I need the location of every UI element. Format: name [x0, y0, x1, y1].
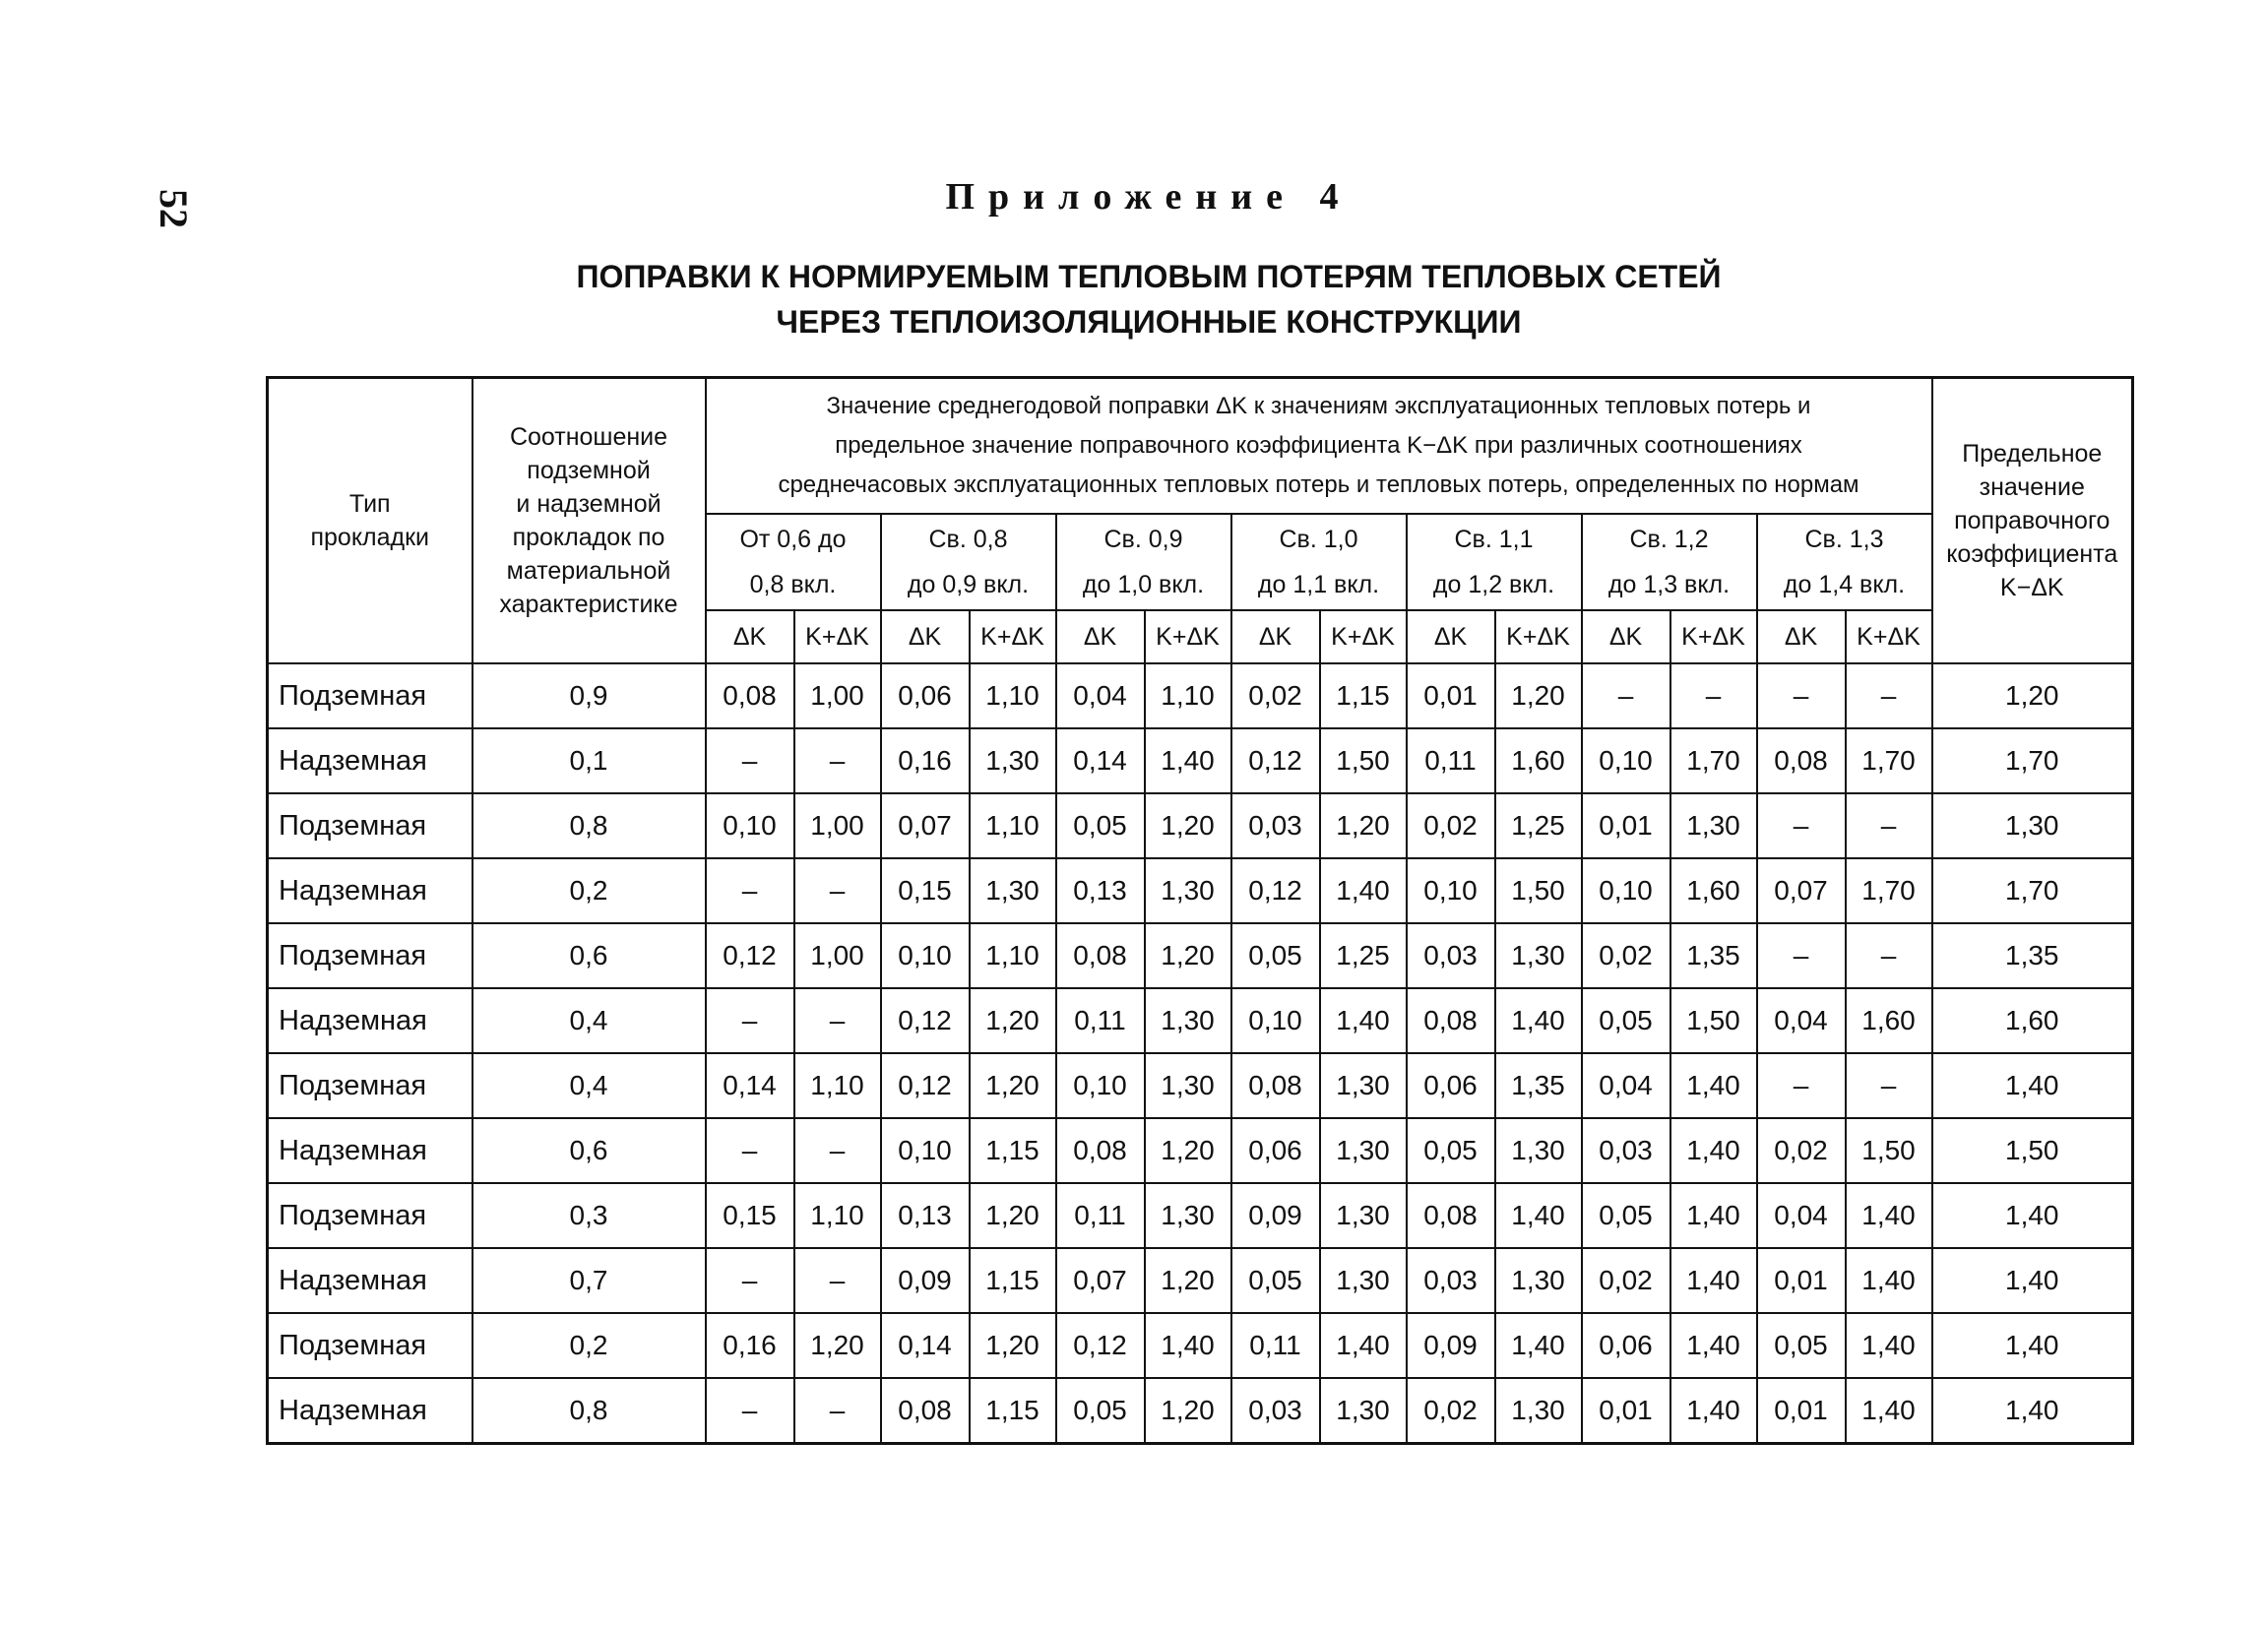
cell-k-plus-delta-k: –: [1846, 663, 1932, 728]
cell-delta-k: –: [1757, 663, 1846, 728]
cell-ratio: 0,1: [472, 728, 706, 793]
cell-delta-k: 0,06: [1231, 1118, 1320, 1183]
cell-k-plus-delta-k: –: [1846, 1053, 1932, 1118]
cell-k-plus-delta-k: 1,40: [1670, 1118, 1757, 1183]
range-header-line-2: до 1,3 вкл.: [1607, 571, 1731, 598]
cell-limit-coefficient: 1,50: [1932, 1118, 2133, 1183]
cell-k-plus-delta-k: 1,70: [1846, 728, 1932, 793]
cell-k-plus-delta-k: –: [1670, 663, 1757, 728]
cell-ratio: 0,2: [472, 1313, 706, 1378]
table-row: [268, 728, 2133, 793]
cell-limit-coefficient: 1,20: [1932, 663, 2133, 728]
cell-laying-type: Подземная: [268, 923, 472, 988]
cell-k-plus-delta-k: 1,10: [970, 663, 1056, 728]
cell-k-plus-delta-k: –: [794, 1248, 881, 1313]
cell-k-plus-delta-k: 1,10: [970, 923, 1056, 988]
cell-k-plus-delta-k: 1,25: [1320, 923, 1407, 988]
subheader-delta-k: ΔK: [1056, 610, 1145, 663]
cell-delta-k: 0,10: [1582, 728, 1670, 793]
header-main-line: предельное значение поправочного коэффициента K−ΔK при различных соотношениях: [835, 432, 1802, 459]
header-ratio-line: и надземной: [516, 490, 662, 518]
table-row: [268, 1378, 2133, 1444]
cell-k-plus-delta-k: 1,60: [1846, 988, 1932, 1053]
header-main-line: среднечасовых эксплуатационных тепловых потерь и тепловых потерь, определенных по нормам: [778, 471, 1859, 498]
cell-k-plus-delta-k: 1,70: [1846, 858, 1932, 923]
cell-delta-k: 0,02: [1231, 663, 1320, 728]
cell-k-plus-delta-k: 1,20: [970, 988, 1056, 1053]
cell-delta-k: –: [706, 858, 794, 923]
subheader-delta-k: ΔK: [1582, 610, 1670, 663]
cell-k-plus-delta-k: 1,20: [794, 1313, 881, 1378]
table-row: [268, 1313, 2133, 1378]
cell-delta-k: 0,16: [706, 1313, 794, 1378]
cell-k-plus-delta-k: 1,30: [1495, 923, 1582, 988]
cell-k-plus-delta-k: 1,10: [794, 1183, 881, 1248]
range-header-line-1: От 0,6 до: [739, 526, 847, 553]
range-header-line-1: Св. 1,1: [1454, 526, 1534, 553]
cell-k-plus-delta-k: 1,30: [1145, 1053, 1231, 1118]
range-header: [1231, 514, 1407, 610]
cell-k-plus-delta-k: 1,40: [1495, 1183, 1582, 1248]
cell-delta-k: 0,02: [1757, 1118, 1846, 1183]
title-line-1: ПОПРАВКИ К НОРМИРУЕМЫМ ТЕПЛОВЫМ ПОТЕРЯМ ТЕПЛОВЫХ СЕТЕЙ: [576, 259, 1722, 294]
cell-k-plus-delta-k: 1,20: [970, 1183, 1056, 1248]
cell-delta-k: 0,15: [881, 858, 970, 923]
cell-delta-k: 0,09: [1231, 1183, 1320, 1248]
document-title: [0, 254, 2268, 344]
title-line-2: ЧЕРЕЗ ТЕПЛОИЗОЛЯЦИОННЫЕ КОНСТРУКЦИИ: [776, 304, 1522, 340]
cell-delta-k: 0,11: [1407, 728, 1495, 793]
cell-delta-k: 0,05: [1582, 988, 1670, 1053]
cell-laying-type: Надземная: [268, 728, 472, 793]
cell-k-plus-delta-k: –: [1846, 923, 1932, 988]
cell-delta-k: 0,05: [1582, 1183, 1670, 1248]
cell-delta-k: 0,08: [1407, 1183, 1495, 1248]
cell-k-plus-delta-k: –: [794, 988, 881, 1053]
range-header-line-1: Св. 0,8: [928, 526, 1008, 553]
cell-ratio: 0,8: [472, 793, 706, 858]
cell-delta-k: 0,03: [1582, 1118, 1670, 1183]
cell-k-plus-delta-k: 1,10: [970, 793, 1056, 858]
header-correction-values: [706, 378, 1932, 515]
header-main-line: Значение среднегодовой поправки ΔK к значениям эксплуатационных тепловых потерь и: [826, 393, 1811, 419]
cell-k-plus-delta-k: 1,40: [1320, 858, 1407, 923]
cell-delta-k: 0,05: [1407, 1118, 1495, 1183]
cell-laying-type: Надземная: [268, 1248, 472, 1313]
cell-k-plus-delta-k: 1,30: [1145, 988, 1231, 1053]
cell-ratio: 0,9: [472, 663, 706, 728]
cell-delta-k: 0,12: [706, 923, 794, 988]
cell-k-plus-delta-k: –: [1846, 793, 1932, 858]
cell-k-plus-delta-k: 1,20: [1145, 1248, 1231, 1313]
header-ratio-line: подземной: [527, 457, 651, 484]
range-header-line-2: до 0,9 вкл.: [907, 571, 1030, 598]
header-limit-line: Предельное: [1962, 440, 2103, 468]
cell-k-plus-delta-k: 1,25: [1495, 793, 1582, 858]
cell-delta-k: 0,07: [1757, 858, 1846, 923]
cell-limit-coefficient: 1,40: [1932, 1313, 2133, 1378]
cell-delta-k: 0,02: [1407, 793, 1495, 858]
cell-delta-k: 0,13: [881, 1183, 970, 1248]
cell-k-plus-delta-k: 1,40: [1670, 1183, 1757, 1248]
subheader-delta-k: ΔK: [881, 610, 970, 663]
header-ratio-line: Соотношение: [509, 423, 668, 451]
range-header: [1407, 514, 1582, 610]
cell-k-plus-delta-k: 1,20: [970, 1053, 1056, 1118]
subheader-k-plus-delta-k: K+ΔK: [1670, 610, 1757, 663]
cell-k-plus-delta-k: 1,30: [1320, 1248, 1407, 1313]
range-header-line-1: Св. 1,0: [1279, 526, 1358, 553]
subheader-k-plus-delta-k: K+ΔK: [1495, 610, 1582, 663]
subheader-k-plus-delta-k: K+ΔK: [794, 610, 881, 663]
header-ratio-line: характеристике: [499, 591, 678, 618]
cell-delta-k: 0,06: [1407, 1053, 1495, 1118]
cell-delta-k: 0,08: [1056, 1118, 1145, 1183]
page-number: 52: [152, 189, 196, 228]
cell-k-plus-delta-k: 1,50: [1670, 988, 1757, 1053]
cell-laying-type: Подземная: [268, 1053, 472, 1118]
cell-delta-k: 0,10: [881, 923, 970, 988]
cell-k-plus-delta-k: 1,50: [1495, 858, 1582, 923]
range-header-line-1: Св. 1,2: [1629, 526, 1709, 553]
cell-delta-k: 0,11: [1231, 1313, 1320, 1378]
cell-k-plus-delta-k: 1,30: [1670, 793, 1757, 858]
table-body: [268, 663, 2133, 1444]
cell-delta-k: 0,12: [1231, 728, 1320, 793]
table-row: [268, 923, 2133, 988]
cell-k-plus-delta-k: 1,10: [794, 1053, 881, 1118]
cell-k-plus-delta-k: 1,40: [1320, 988, 1407, 1053]
cell-k-plus-delta-k: 1,20: [1145, 1118, 1231, 1183]
range-header-line-2: 0,8 вкл.: [749, 571, 837, 598]
cell-delta-k: 0,09: [881, 1248, 970, 1313]
cell-delta-k: 0,06: [1582, 1313, 1670, 1378]
cell-k-plus-delta-k: 1,40: [1670, 1313, 1757, 1378]
cell-k-plus-delta-k: –: [794, 858, 881, 923]
cell-k-plus-delta-k: –: [794, 1378, 881, 1444]
subheader-delta-k: ΔK: [1231, 610, 1320, 663]
cell-delta-k: –: [706, 1248, 794, 1313]
cell-delta-k: 0,14: [1056, 728, 1145, 793]
cell-delta-k: 0,03: [1231, 1378, 1320, 1444]
cell-delta-k: 0,01: [1407, 663, 1495, 728]
cell-k-plus-delta-k: 1,40: [1670, 1248, 1757, 1313]
cell-delta-k: 0,04: [1757, 1183, 1846, 1248]
cell-delta-k: 0,10: [1231, 988, 1320, 1053]
cell-k-plus-delta-k: 1,30: [1495, 1248, 1582, 1313]
cell-delta-k: 0,09: [1407, 1313, 1495, 1378]
range-header: [1582, 514, 1757, 610]
cell-k-plus-delta-k: 1,50: [1846, 1118, 1932, 1183]
cell-k-plus-delta-k: 1,30: [1320, 1053, 1407, 1118]
cell-k-plus-delta-k: 1,15: [970, 1378, 1056, 1444]
cell-limit-coefficient: 1,35: [1932, 923, 2133, 988]
cell-delta-k: –: [706, 988, 794, 1053]
cell-ratio: 0,6: [472, 1118, 706, 1183]
cell-delta-k: 0,12: [881, 1053, 970, 1118]
cell-k-plus-delta-k: –: [794, 728, 881, 793]
cell-limit-coefficient: 1,70: [1932, 858, 2133, 923]
cell-k-plus-delta-k: 1,15: [970, 1248, 1056, 1313]
cell-delta-k: 0,08: [1407, 988, 1495, 1053]
header-limit-line: значение: [1979, 473, 2085, 501]
cell-delta-k: 0,14: [706, 1053, 794, 1118]
cell-k-plus-delta-k: 1,40: [1670, 1378, 1757, 1444]
range-header-line-2: до 1,4 вкл.: [1783, 571, 1906, 598]
header-limit-coefficient: [1932, 378, 2133, 664]
table-row: [268, 1183, 2133, 1248]
cell-k-plus-delta-k: 1,35: [1670, 923, 1757, 988]
cell-laying-type: Подземная: [268, 793, 472, 858]
cell-delta-k: 0,12: [1056, 1313, 1145, 1378]
cell-k-plus-delta-k: 1,40: [1495, 988, 1582, 1053]
cell-delta-k: –: [1757, 793, 1846, 858]
cell-delta-k: 0,08: [706, 663, 794, 728]
cell-laying-type: Надземная: [268, 1378, 472, 1444]
cell-delta-k: 0,04: [1056, 663, 1145, 728]
cell-laying-type: Надземная: [268, 988, 472, 1053]
cell-delta-k: 0,15: [706, 1183, 794, 1248]
cell-ratio: 0,8: [472, 1378, 706, 1444]
cell-delta-k: 0,04: [1757, 988, 1846, 1053]
range-header: [706, 514, 881, 610]
cell-delta-k: 0,08: [1231, 1053, 1320, 1118]
cell-delta-k: 0,13: [1056, 858, 1145, 923]
cell-k-plus-delta-k: 1,40: [1145, 1313, 1231, 1378]
cell-laying-type: Надземная: [268, 1118, 472, 1183]
cell-k-plus-delta-k: 1,30: [1320, 1183, 1407, 1248]
cell-delta-k: 0,03: [1407, 1248, 1495, 1313]
header-laying-type: [268, 378, 472, 664]
cell-k-plus-delta-k: 1,40: [1846, 1378, 1932, 1444]
header-limit-line: K−ΔK: [1999, 574, 2064, 601]
cell-delta-k: –: [706, 1378, 794, 1444]
cell-k-plus-delta-k: 1,40: [1495, 1313, 1582, 1378]
cell-k-plus-delta-k: 1,15: [970, 1118, 1056, 1183]
cell-delta-k: –: [706, 728, 794, 793]
range-header-line-2: до 1,2 вкл.: [1432, 571, 1555, 598]
cell-delta-k: 0,04: [1582, 1053, 1670, 1118]
cell-delta-k: 0,11: [1056, 1183, 1145, 1248]
cell-k-plus-delta-k: 1,30: [1145, 858, 1231, 923]
cell-delta-k: 0,02: [1582, 923, 1670, 988]
cell-delta-k: 0,11: [1056, 988, 1145, 1053]
cell-laying-type: Подземная: [268, 663, 472, 728]
cell-delta-k: –: [1582, 663, 1670, 728]
header-type-line-1: Тип: [348, 490, 391, 518]
header-limit-line: коэффициента: [1946, 540, 2118, 568]
cell-delta-k: 0,01: [1757, 1378, 1846, 1444]
cell-ratio: 0,4: [472, 988, 706, 1053]
cell-limit-coefficient: 1,40: [1932, 1378, 2133, 1444]
cell-k-plus-delta-k: 1,20: [970, 1313, 1056, 1378]
cell-delta-k: 0,01: [1757, 1248, 1846, 1313]
subheader-k-plus-delta-k: K+ΔK: [1846, 610, 1932, 663]
cell-delta-k: 0,07: [881, 793, 970, 858]
cell-ratio: 0,6: [472, 923, 706, 988]
subheader-delta-k: ΔK: [1407, 610, 1495, 663]
cell-k-plus-delta-k: 1,00: [794, 793, 881, 858]
cell-laying-type: Подземная: [268, 1313, 472, 1378]
cell-delta-k: 0,05: [1231, 1248, 1320, 1313]
table-row: [268, 1248, 2133, 1313]
cell-delta-k: 0,02: [1407, 1378, 1495, 1444]
cell-limit-coefficient: 1,40: [1932, 1053, 2133, 1118]
cell-k-plus-delta-k: 1,40: [1670, 1053, 1757, 1118]
cell-delta-k: 0,12: [1231, 858, 1320, 923]
range-header-line-2: до 1,0 вкл.: [1082, 571, 1205, 598]
table-row: [268, 1118, 2133, 1183]
header-ratio-line: прокладок по: [512, 524, 665, 551]
cell-k-plus-delta-k: 1,60: [1670, 858, 1757, 923]
table-row: [268, 988, 2133, 1053]
cell-k-plus-delta-k: –: [794, 1118, 881, 1183]
header-ratio-line: материальной: [506, 557, 671, 585]
header-limit-line: поправочного: [1954, 507, 2110, 534]
range-header: [1056, 514, 1231, 610]
cell-limit-coefficient: 1,30: [1932, 793, 2133, 858]
range-header-line-2: до 1,1 вкл.: [1257, 571, 1380, 598]
corrections-table: [266, 376, 2134, 1445]
cell-delta-k: 0,08: [1056, 923, 1145, 988]
cell-k-plus-delta-k: 1,40: [1145, 728, 1231, 793]
cell-delta-k: 0,10: [1582, 858, 1670, 923]
cell-k-plus-delta-k: 1,35: [1495, 1053, 1582, 1118]
range-header: [881, 514, 1056, 610]
cell-delta-k: 0,08: [881, 1378, 970, 1444]
cell-k-plus-delta-k: 1,70: [1670, 728, 1757, 793]
cell-delta-k: 0,16: [881, 728, 970, 793]
cell-laying-type: Надземная: [268, 858, 472, 923]
cell-ratio: 0,2: [472, 858, 706, 923]
table-row: [268, 663, 2133, 728]
cell-k-plus-delta-k: 1,20: [1145, 793, 1231, 858]
cell-limit-coefficient: 1,70: [1932, 728, 2133, 793]
cell-k-plus-delta-k: 1,00: [794, 663, 881, 728]
cell-k-plus-delta-k: 1,30: [1320, 1378, 1407, 1444]
cell-delta-k: 0,10: [881, 1118, 970, 1183]
cell-delta-k: 0,01: [1582, 1378, 1670, 1444]
cell-k-plus-delta-k: 1,00: [794, 923, 881, 988]
cell-delta-k: 0,06: [881, 663, 970, 728]
cell-k-plus-delta-k: 1,20: [1145, 1378, 1231, 1444]
cell-delta-k: 0,05: [1231, 923, 1320, 988]
cell-delta-k: 0,10: [706, 793, 794, 858]
subheader-k-plus-delta-k: K+ΔK: [1320, 610, 1407, 663]
range-header-line-1: Св. 0,9: [1103, 526, 1183, 553]
cell-k-plus-delta-k: 1,20: [1320, 793, 1407, 858]
cell-delta-k: 0,05: [1056, 793, 1145, 858]
cell-k-plus-delta-k: 1,20: [1495, 663, 1582, 728]
table-row: [268, 1053, 2133, 1118]
cell-k-plus-delta-k: 1,30: [1495, 1378, 1582, 1444]
cell-k-plus-delta-k: 1,50: [1320, 728, 1407, 793]
header-type-line-2: прокладки: [310, 524, 430, 551]
cell-delta-k: 0,07: [1056, 1248, 1145, 1313]
range-header: [1757, 514, 1932, 610]
subheader-delta-k: ΔK: [1757, 610, 1846, 663]
cell-delta-k: 0,05: [1757, 1313, 1846, 1378]
cell-limit-coefficient: 1,60: [1932, 988, 2133, 1053]
cell-k-plus-delta-k: 1,40: [1846, 1313, 1932, 1378]
header-ratio: [472, 378, 706, 664]
range-header-line-1: Св. 1,3: [1804, 526, 1884, 553]
cell-delta-k: –: [706, 1118, 794, 1183]
cell-delta-k: –: [1757, 923, 1846, 988]
cell-k-plus-delta-k: 1,40: [1846, 1183, 1932, 1248]
cell-ratio: 0,3: [472, 1183, 706, 1248]
cell-k-plus-delta-k: 1,30: [1495, 1118, 1582, 1183]
cell-k-plus-delta-k: 1,15: [1320, 663, 1407, 728]
subheader-delta-k: ΔK: [706, 610, 794, 663]
cell-delta-k: 0,02: [1582, 1248, 1670, 1313]
table-row: [268, 793, 2133, 858]
cell-delta-k: 0,03: [1407, 923, 1495, 988]
cell-delta-k: 0,03: [1231, 793, 1320, 858]
subheader-k-plus-delta-k: K+ΔK: [1145, 610, 1231, 663]
cell-delta-k: 0,05: [1056, 1378, 1145, 1444]
cell-k-plus-delta-k: 1,40: [1846, 1248, 1932, 1313]
cell-delta-k: 0,12: [881, 988, 970, 1053]
cell-k-plus-delta-k: 1,60: [1495, 728, 1582, 793]
cell-delta-k: 0,10: [1407, 858, 1495, 923]
cell-ratio: 0,7: [472, 1248, 706, 1313]
cell-limit-coefficient: 1,40: [1932, 1248, 2133, 1313]
cell-delta-k: 0,14: [881, 1313, 970, 1378]
cell-delta-k: 0,01: [1582, 793, 1670, 858]
cell-k-plus-delta-k: 1,30: [1320, 1118, 1407, 1183]
cell-k-plus-delta-k: 1,40: [1320, 1313, 1407, 1378]
cell-k-plus-delta-k: 1,20: [1145, 923, 1231, 988]
cell-k-plus-delta-k: 1,10: [1145, 663, 1231, 728]
cell-k-plus-delta-k: 1,30: [970, 858, 1056, 923]
appendix-heading: Приложение 4: [945, 176, 1353, 218]
cell-laying-type: Подземная: [268, 1183, 472, 1248]
cell-delta-k: –: [1757, 1053, 1846, 1118]
cell-k-plus-delta-k: 1,30: [1145, 1183, 1231, 1248]
cell-limit-coefficient: 1,40: [1932, 1183, 2133, 1248]
subheader-k-plus-delta-k: K+ΔK: [970, 610, 1056, 663]
cell-ratio: 0,4: [472, 1053, 706, 1118]
cell-k-plus-delta-k: 1,30: [970, 728, 1056, 793]
cell-delta-k: 0,10: [1056, 1053, 1145, 1118]
table-row: [268, 858, 2133, 923]
cell-delta-k: 0,08: [1757, 728, 1846, 793]
